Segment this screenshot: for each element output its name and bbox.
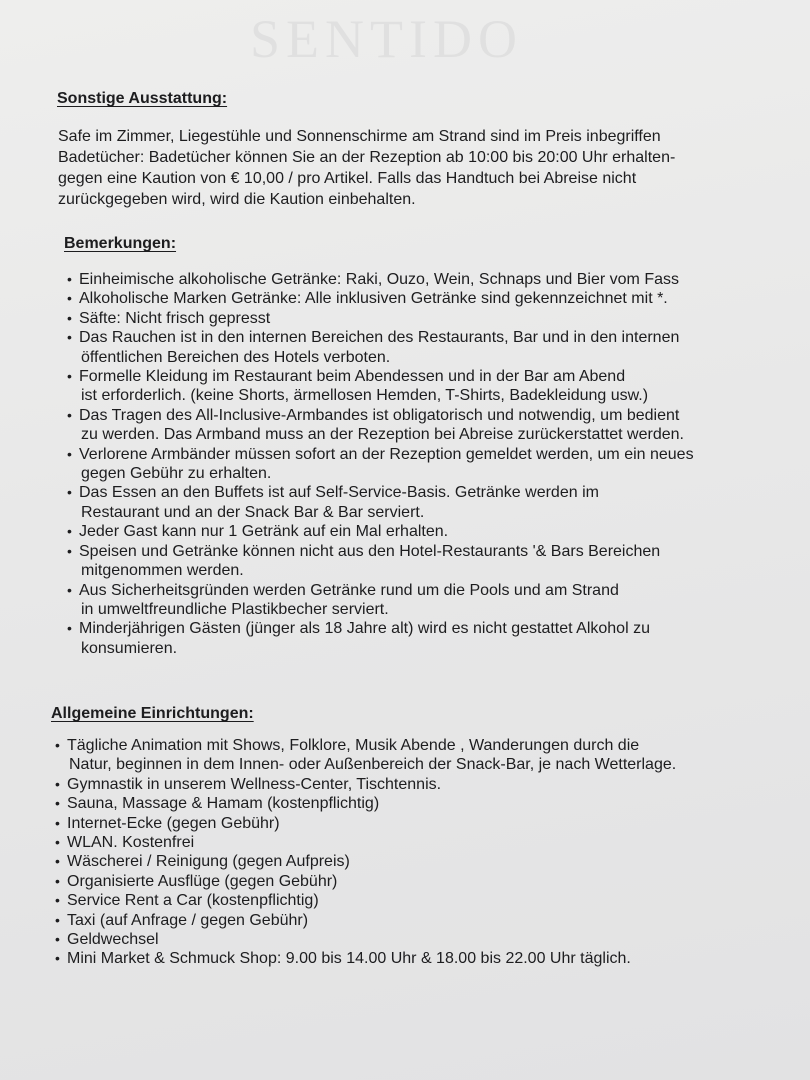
bemerkungen-list	[67, 270, 694, 658]
section-heading-einrichtungen: Allgemeine Einrichtungen:	[51, 705, 254, 722]
paragraph-line: zurückgegeben wird, wird die Kaution einbehalten.	[58, 191, 416, 208]
list-item: • Jeder Gast kann nur 1 Getränk auf ein Mal erhalten.	[67, 522, 694, 541]
letterhead-watermark-logo: SENTIDO	[250, 9, 523, 69]
list-item: • Minderjährigen Gästen (jünger als 18 Jahre alt) wird es nicht gestattet Alkohol zu konsumieren.	[67, 619, 694, 658]
list-item: • Tägliche Animation mit Shows, Folklore, Musik Abende , Wanderungen durch die Natur, beginnen in dem Innen- oder Außenbereich der Snack-Bar, je nach Wetterlage.	[55, 736, 676, 775]
list-item: • Verlorene Armbänder müssen sofort an der Rezeption gemeldet werden, um ein neues gegen Gebühr zu erhalten.	[67, 445, 694, 484]
list-item: • Taxi (auf Anfrage / gegen Gebühr)	[55, 911, 676, 930]
list-item: • Säfte: Nicht frisch gepresst	[67, 309, 694, 328]
section-heading-ausstattung: Sonstige Ausstattung:	[57, 90, 228, 107]
paragraph-line: Badetücher: Badetücher können Sie an der Rezeption ab 10:00 bis 20:00 Uhr erhalten-	[58, 149, 676, 166]
section-heading-bemerkungen: Bemerkungen:	[64, 235, 177, 252]
list-item: • Organisierte Ausflüge (gegen Gebühr)	[55, 872, 676, 891]
paragraph-line: Safe im Zimmer, Liegestühle und Sonnenschirme am Strand sind im Preis inbegriffen	[58, 128, 661, 145]
list-item: • Sauna, Massage & Hamam (kostenpflichtig)	[55, 794, 676, 813]
list-item: • Gymnastik in unserem Wellness-Center, Tischtennis.	[55, 775, 676, 794]
list-item: • Wäscherei / Reinigung (gegen Aufpreis)	[55, 852, 676, 871]
paragraph-line: gegen eine Kaution von € 10,00 / pro Artikel. Falls das Handtuch bei Abreise nicht	[58, 170, 637, 187]
list-item: • Aus Sicherheitsgründen werden Getränke rund um die Pools und am Strand in umweltfreundliche Plastikbecher serviert.	[67, 581, 694, 620]
list-item: • WLAN. Kostenfrei	[55, 833, 676, 852]
list-item: • Einheimische alkoholische Getränke: Raki, Ouzo, Wein, Schnaps und Bier vom Fass	[67, 270, 694, 289]
list-item: • Internet-Ecke (gegen Gebühr)	[55, 814, 676, 833]
list-item: • Alkoholische Marken Getränke: Alle inklusiven Getränke sind gekennzeichnet mit *.	[67, 289, 694, 308]
list-item: • Mini Market & Schmuck Shop: 9.00 bis 14.00 Uhr & 18.00 bis 22.00 Uhr täglich.	[55, 949, 676, 968]
list-item: • Das Tragen des All-Inclusive-Armbandes ist obligatorisch und notwendig, um bedient zu werden. Das Armband muss an der Rezeption bei Abreise zurückerstattet werden.	[67, 406, 694, 445]
ausstattung-paragraph	[58, 126, 675, 210]
list-item: • Service Rent a Car (kostenpflichtig)	[55, 891, 676, 910]
list-item: • Formelle Kleidung im Restaurant beim Abendessen und in der Bar am Abend ist erforderlich. (keine Shorts, ärmellosen Hemden, T-Shirts, Badekleidung usw.)	[67, 367, 694, 406]
list-item: • Das Rauchen ist in den internen Bereichen des Restaurants, Bar und in den internen öffentlichen Bereichen des Hotels verboten.	[67, 328, 694, 367]
list-item: • Speisen und Getränke können nicht aus den Hotel-Restaurants '& Bars Bereichen mitgenommen werden.	[67, 542, 694, 581]
list-item: • Geldwechsel	[55, 930, 676, 949]
list-item: • Das Essen an den Buffets ist auf Self-Service-Basis. Getränke werden im Restaurant und an der Snack Bar & Bar serviert.	[67, 483, 694, 522]
einrichtungen-list	[55, 736, 676, 969]
